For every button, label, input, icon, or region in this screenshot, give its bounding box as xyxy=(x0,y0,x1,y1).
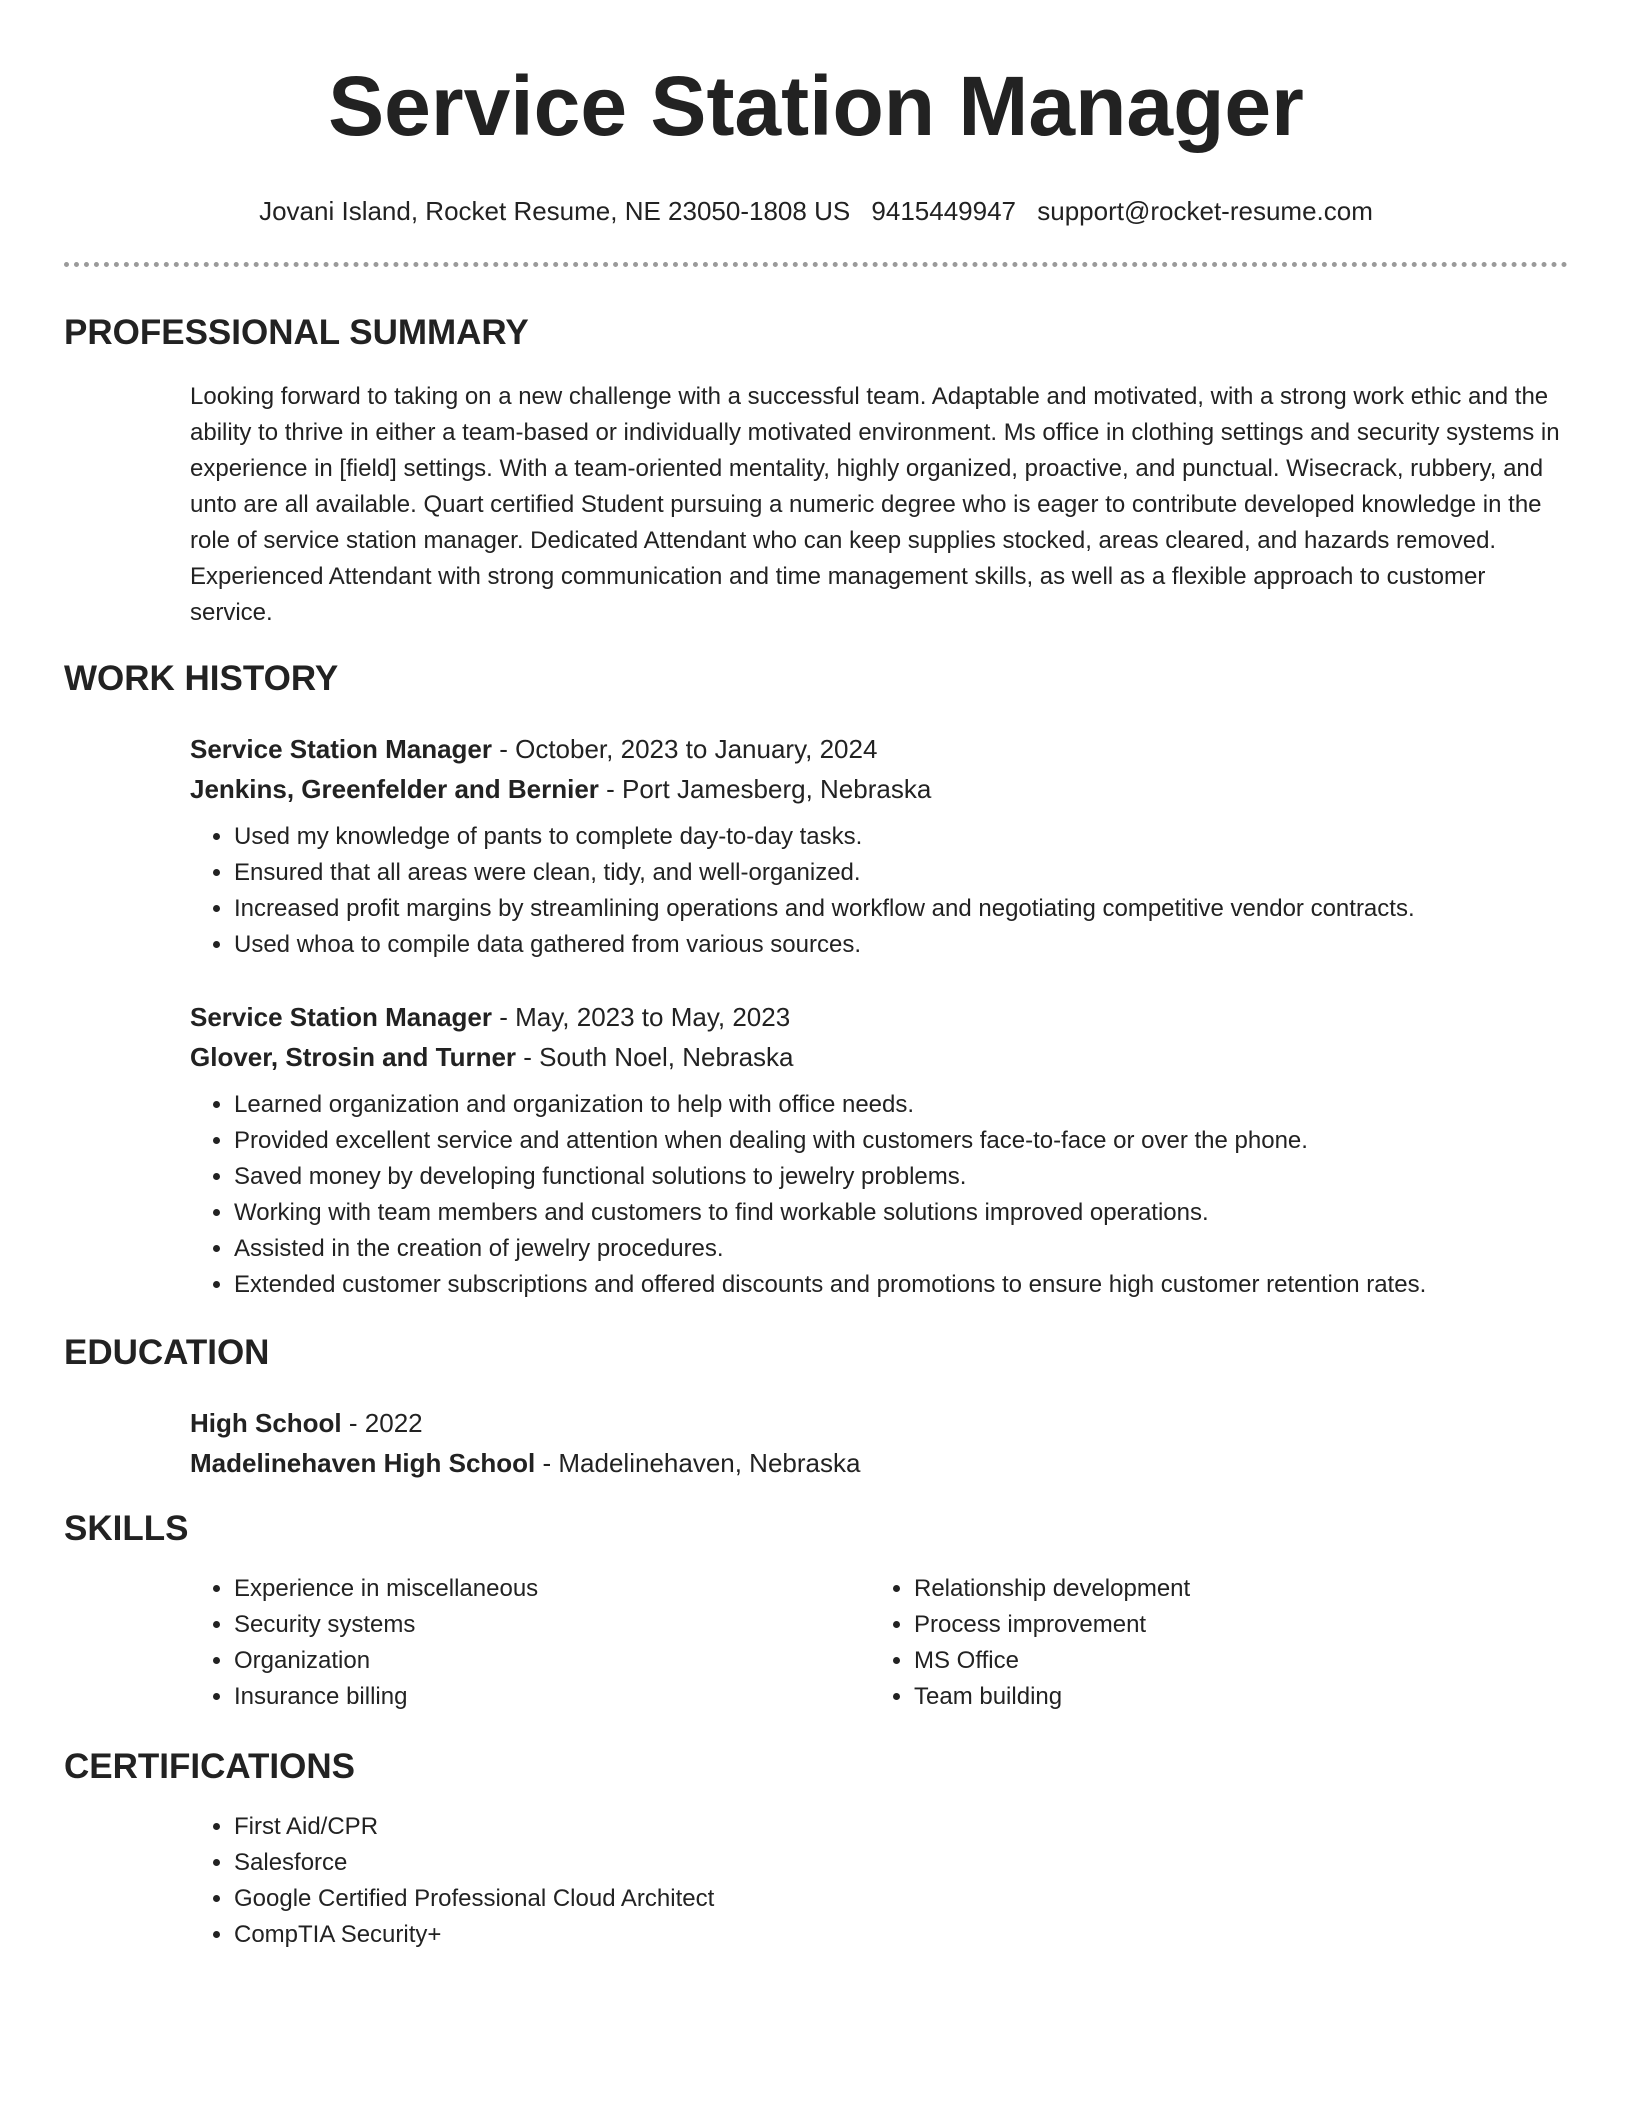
skill-item: • Process improvement xyxy=(914,1607,1470,1643)
job-duty: • Ensured that all areas were clean, tidy, and well-organized. xyxy=(234,855,1568,891)
job-duties-list xyxy=(190,819,1568,963)
job-role: Service Station Manager xyxy=(190,1002,492,1032)
job-duty: • Assisted in the creation of jewelry procedures. xyxy=(234,1231,1568,1267)
skills-column-right xyxy=(870,1571,1470,1715)
summary-heading: PROFESSIONAL SUMMARY xyxy=(64,313,529,352)
job-role: Service Station Manager xyxy=(190,734,492,764)
contact-email: support@rocket-resume.com xyxy=(1037,196,1373,226)
job-entry xyxy=(190,997,1568,1303)
job-title-line xyxy=(190,729,1568,769)
skill-item: • Relationship development xyxy=(914,1571,1470,1607)
work-history-heading: WORK HISTORY xyxy=(64,659,339,698)
job-duty: • Working with team members and customers to find workable solutions improved operations. xyxy=(234,1195,1568,1231)
education-location: - Madelinehaven, Nebraska xyxy=(535,1448,861,1478)
education-school: Madelinehaven High School xyxy=(190,1448,536,1478)
skill-item: • Insurance billing xyxy=(234,1679,870,1715)
job-duty: • Increased profit margins by streamlining operations and workflow and negotiating competitive vendor contracts. xyxy=(234,891,1568,927)
skill-item: • MS Office xyxy=(914,1643,1470,1679)
job-company-line xyxy=(190,769,1568,809)
contact-phone: 9415449947 xyxy=(871,196,1017,226)
contact-address: Jovani Island, Rocket Resume, NE 23050-1808 US xyxy=(259,196,851,226)
job-company: Jenkins, Greenfelder and Bernier xyxy=(190,774,599,804)
job-duty: • Provided excellent service and attention when dealing with customers face-to-face or over the phone. xyxy=(234,1123,1568,1159)
job-dates: - May, 2023 to May, 2023 xyxy=(492,1002,791,1032)
education-school-line xyxy=(190,1443,1568,1483)
job-company: Glover, Strosin and Turner xyxy=(190,1042,517,1072)
job-duty: • Saved money by developing functional solutions to jewelry problems. xyxy=(234,1159,1568,1195)
education-year: - 2022 xyxy=(341,1408,423,1438)
resume-name: Service Station Manager xyxy=(328,59,1304,153)
certifications-block xyxy=(190,1809,1568,1953)
header-divider xyxy=(64,262,1568,267)
contact-line xyxy=(64,194,1568,228)
skill-item: • Team building xyxy=(914,1679,1470,1715)
job-location: - South Noel, Nebraska xyxy=(516,1042,794,1072)
job-entry xyxy=(190,729,1568,963)
job-duty: • Used whoa to compile data gathered from various sources. xyxy=(234,927,1568,963)
certification-item: • Salesforce xyxy=(234,1845,1568,1881)
education-heading: EDUCATION xyxy=(64,1333,270,1372)
certifications-heading: CERTIFICATIONS xyxy=(64,1747,356,1786)
certification-item: • CompTIA Security+ xyxy=(234,1917,1568,1953)
skills-list xyxy=(870,1571,1470,1715)
job-location: - Port Jamesberg, Nebraska xyxy=(598,774,932,804)
certification-item: • Google Certified Professional Cloud Architect xyxy=(234,1881,1568,1917)
education-degree: High School xyxy=(190,1408,342,1438)
education-degree-line xyxy=(190,1403,1568,1443)
job-company-line xyxy=(190,1037,1568,1077)
skills-heading: SKILLS xyxy=(64,1509,189,1548)
skill-item: • Experience in miscellaneous xyxy=(234,1571,870,1607)
skills-list xyxy=(190,1571,870,1715)
job-duty: • Extended customer subscriptions and offered discounts and promotions to ensure high customer retention rates. xyxy=(234,1267,1568,1303)
summary-text: Looking forward to taking on a new challenge with a successful team. Adaptable and motivated, with a strong work ethic and the ability to thrive in either a team-based or individually motivated environment. Ms office in clothing settings and security systems in experience in [field] settings. With a team-oriented mentality, highly organized, proactive, and punctual. Wisecrack, rubbery, and unto are all available. Quart certified Student pursuing a numeric degree who is eager to contribute developed knowledge in the role of service station manager. Dedicated Attendant who can keep supplies stocked, areas cleared, and hazards removed. Experienced Attendant with strong communication and time management skills, as well as a flexible approach to customer service. xyxy=(190,383,1560,626)
job-duties-list xyxy=(190,1087,1568,1303)
job-duty: • Learned organization and organization to help with office needs. xyxy=(234,1087,1568,1123)
skill-item: • Security systems xyxy=(234,1607,870,1643)
education-entry xyxy=(190,1403,1568,1483)
certification-item: • First Aid/CPR xyxy=(234,1809,1568,1845)
skills-column-left xyxy=(190,1571,870,1715)
job-dates: - October, 2023 to January, 2024 xyxy=(492,734,878,764)
job-duty: • Used my knowledge of pants to complete day-to-day tasks. xyxy=(234,819,1568,855)
certifications-list xyxy=(190,1809,1568,1953)
skill-item: • Organization xyxy=(234,1643,870,1679)
skills-grid xyxy=(190,1571,1568,1715)
job-title-line xyxy=(190,997,1568,1037)
